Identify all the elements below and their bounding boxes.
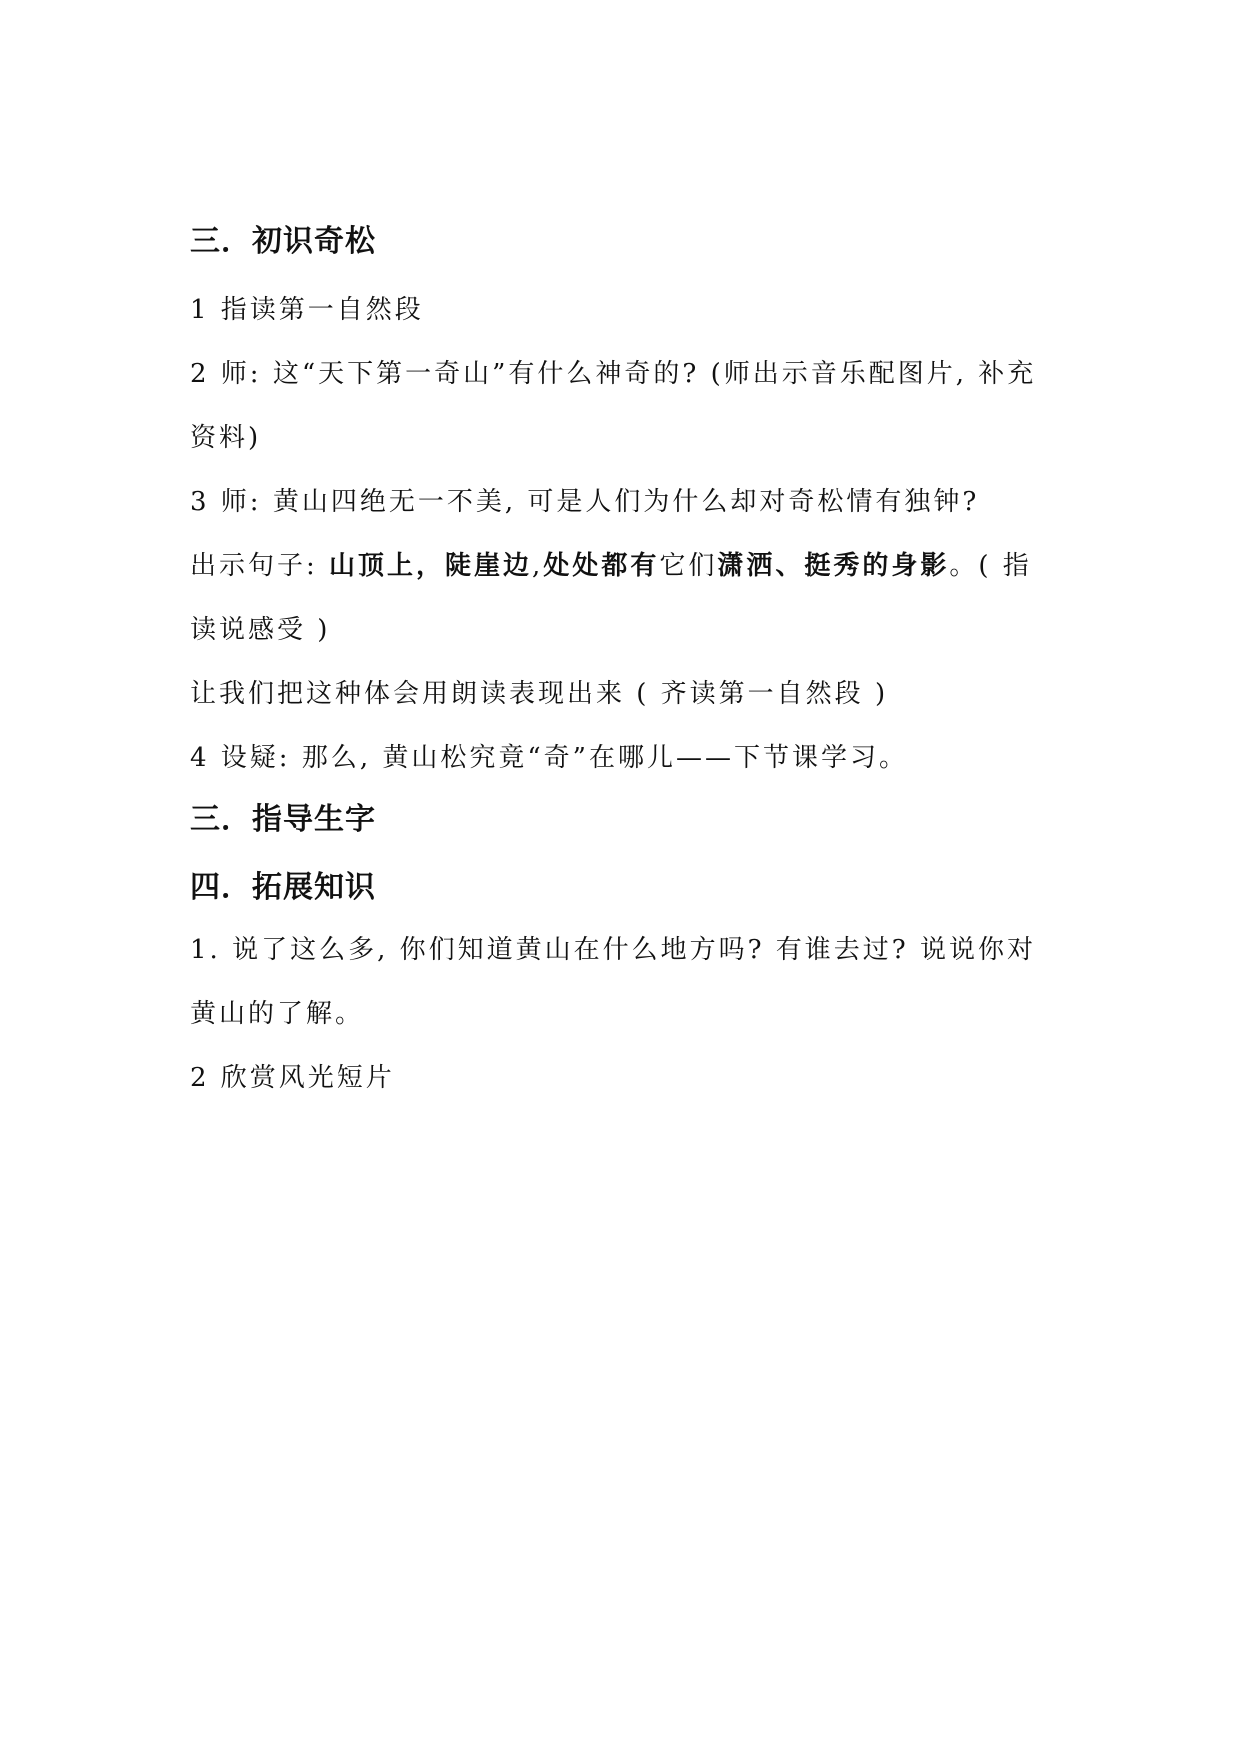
paragraph-four-wonders: 3 师: 黄山四绝无一不美, 可是人们为什么却对奇松情有独钟? — [190, 487, 980, 517]
paragraph-read-first-paragraph: 1 指读第一自然段 — [190, 295, 424, 325]
paragraph-scenery-clip: 2 欣赏风光短片 — [190, 1063, 395, 1093]
paragraph-read-aloud: 让我们把这种体会用朗读表现出来 ( 齐读第一自然段 ) — [190, 679, 889, 709]
sentence-prefix: 出示句子: — [190, 551, 318, 581]
sentence-suffix: 。( 指读说感受 ) — [190, 551, 1032, 645]
bold-phrase-mountain-top: 山顶上，陡崖边 — [329, 551, 533, 581]
section-heading-first-look-pines: 三．初识奇松 — [190, 224, 376, 259]
paragraph-question-setup: 4 设疑: 那么, 黄山松究竟“奇”在哪儿——下节课学习。 — [190, 743, 908, 773]
document-content — [190, 222, 1060, 1110]
sentence-separator: , — [532, 551, 544, 581]
paragraph-teacher-question: 2 师: 这“天下第一奇山”有什么神奇的? (师出示音乐配图片, 补充资料) — [190, 359, 1037, 453]
sentence-middle: 它们 — [659, 551, 718, 581]
section-heading-guide-characters: 三．指导生字 — [190, 802, 376, 837]
paragraph-where-is-huangshan: 1. 说了这么多, 你们知道黄山在什么地方吗? 有谁去过? 说说你对黄山的了解。 — [190, 935, 1037, 1029]
bold-phrase-graceful-figure: 潇洒、挺秀的身影 — [717, 551, 950, 581]
bold-phrase-everywhere: 处处都有 — [543, 551, 660, 581]
paragraph-show-sentence — [190, 534, 1060, 662]
section-heading-extend-knowledge: 四．拓展知识 — [190, 870, 376, 905]
